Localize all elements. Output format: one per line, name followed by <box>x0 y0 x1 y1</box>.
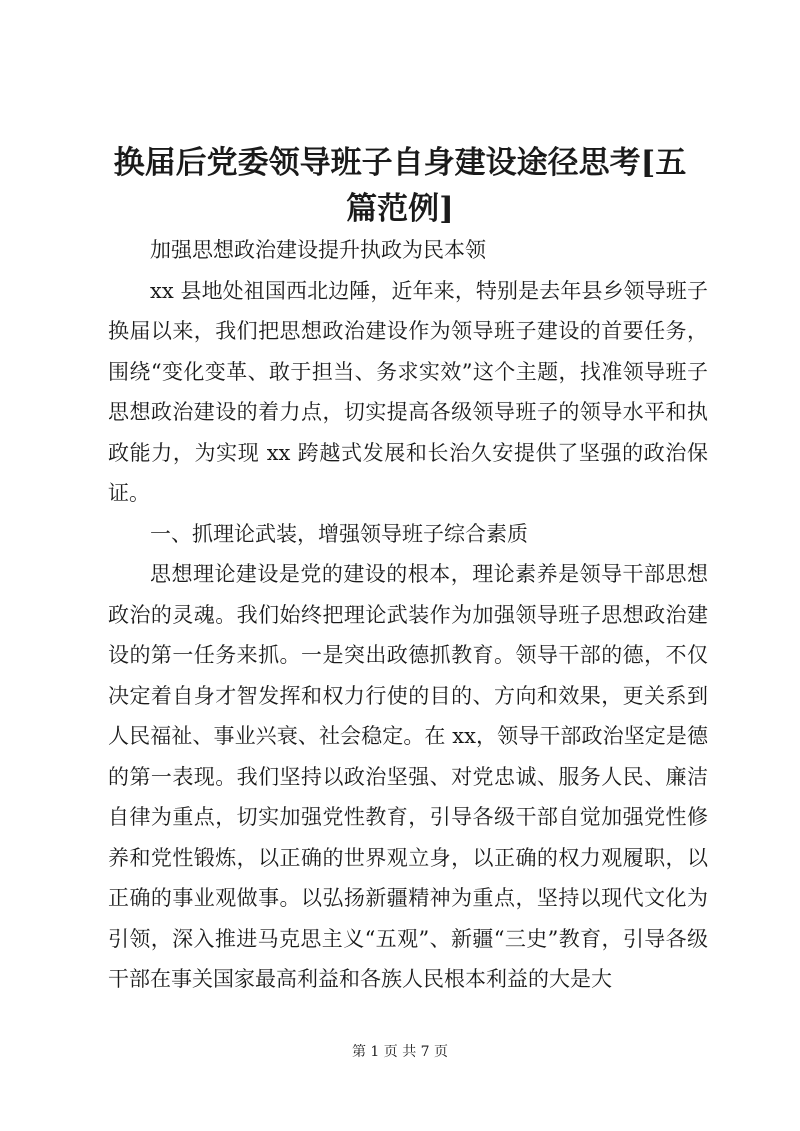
document-body <box>108 230 708 1000</box>
page-footer: 第 1 页 共 7 页 <box>351 1044 449 1060</box>
section-heading-1: 一、抓理论武装，增强领导班子综合素质 <box>150 521 528 546</box>
document-title: 换届后党委领导班子自身建设途径思考[五篇范例] <box>113 145 687 227</box>
paragraph-subtitle: 加强思想政治建设提升执政为民本领 <box>150 238 486 262</box>
paragraph-section-1: 思想理论建设是党的建设的根本，理论素养是领导干部思想政治的灵魂。我们始终把理论武装作为加强领导班子思想政治建设的第一任务来抓。一是突出政德抓教育。领导干部的德，不仅决定着自身才智发挥和权力行使的目的、方向和效果，更关系到人民福祉、事业兴衰、社会稳定。在 xx，领导干部政治坚定是德的第一表现。我们坚持以政治坚强、对党忠诚、服务人民、廉洁自律为重点，切实加强党性教育，引导各级干部自觉加强党性修养和党性锻炼，以正确的世界观立身，以正确的权力观履职，以正确的事业观做事。以弘扬新疆精神为重点，坚持以现代文化为引领，深入推进马克思主义“五观”、新疆“三史”教育，引导各级干部在事关国家最高利益和各族人民根本利益的大是大 <box>108 562 708 991</box>
paragraph-intro: xx 县地处祖国西北边陲，近年来，特别是去年县乡领导班子换届以来，我们把思想政治建设作为领导班子建设的首要任务，围绕“变化变革、敢于担当、务求实效”这个主题，找准领导班子思想政治建设的着力点，切实提高各级领导班子的领导水平和执政能力，为实现 xx 跨越式发展和长治久安提供了坚强的政治保证。 <box>108 278 708 505</box>
